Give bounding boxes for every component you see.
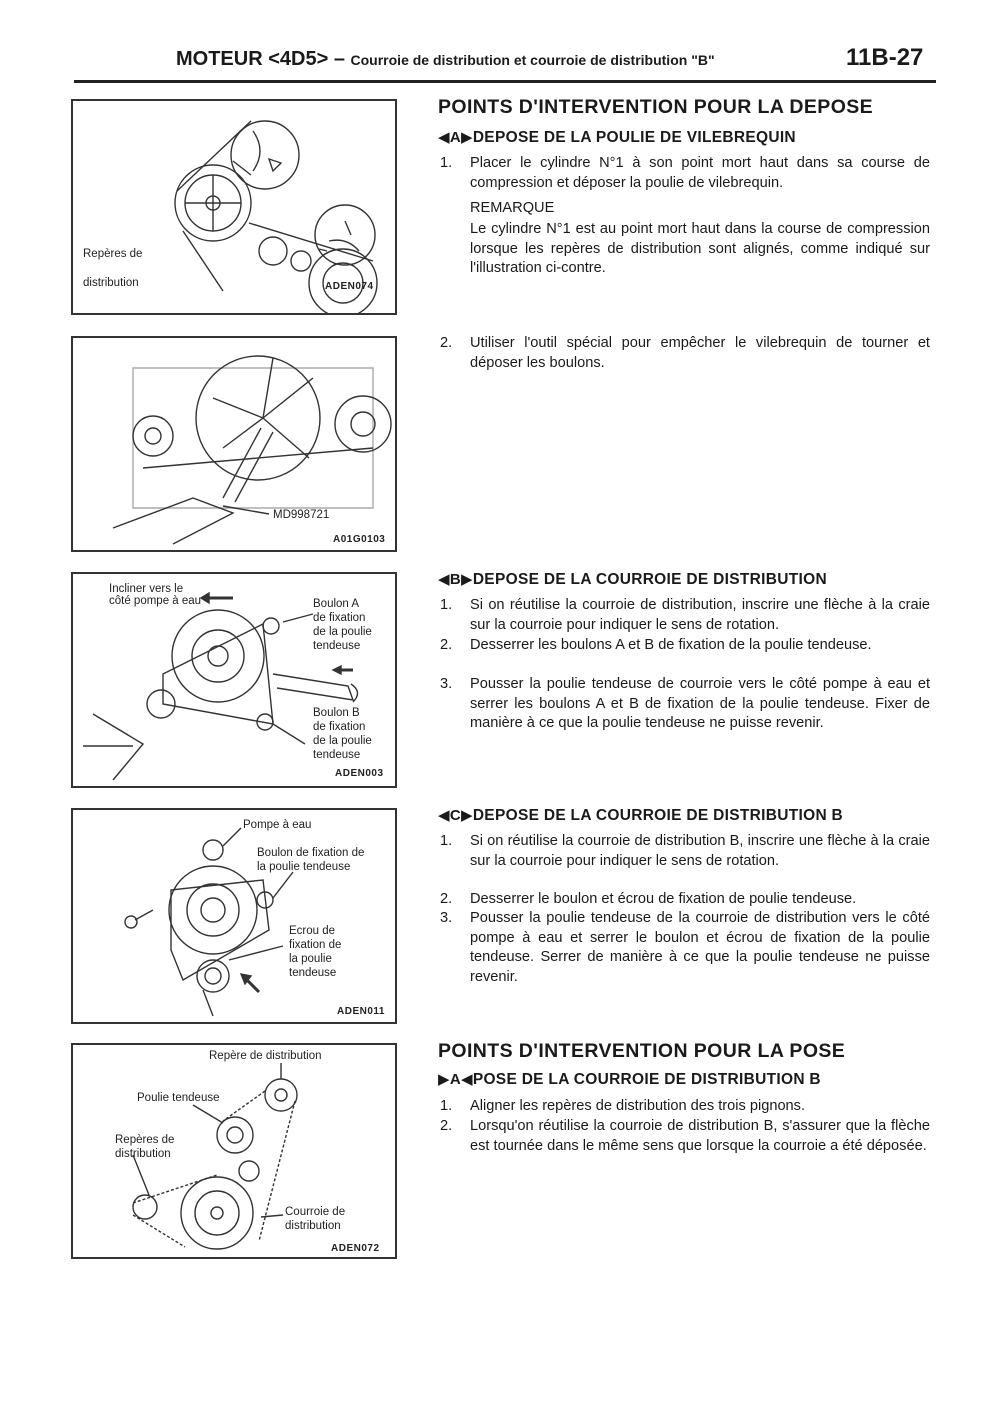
figure-label: Pompe à eau bbox=[243, 819, 312, 831]
figure-label: Courroie de bbox=[285, 1206, 346, 1218]
heading-b-text: DEPOSE DE LA COURROIE DE DISTRIBUTION bbox=[472, 571, 827, 588]
step-number: 2. bbox=[440, 637, 453, 653]
figure-label: tendeuse bbox=[313, 640, 361, 652]
figure-label: de fixation bbox=[313, 721, 366, 733]
figure-label: Repères de bbox=[83, 248, 143, 260]
note-text: Le cylindre N°1 est au point mort haut dans la course de compression lorsque les repères de distribution sont alignés, comme indiqué sur l'illustration ci-contre. bbox=[470, 221, 930, 277]
figure-label: fixation de bbox=[289, 939, 342, 951]
heading-b bbox=[438, 570, 827, 589]
step-number: 2. bbox=[440, 1118, 453, 1134]
step-number: 3. bbox=[440, 910, 453, 926]
step-number: 1. bbox=[440, 155, 453, 171]
figure-tensioner-bolts bbox=[71, 572, 397, 788]
figure-label: distribution bbox=[83, 277, 139, 289]
step-number: 2. bbox=[440, 891, 453, 907]
tag-b: ◀B▶ bbox=[438, 571, 473, 588]
step-text: Desserrer les boulons A et B de fixation de la poulie tendeuse. bbox=[470, 637, 872, 653]
step-text: Pousser la poulie tendeuse de la courroie de distribution vers le côté pompe à eau et serrer le boulon et écrou de fixation de la poulie tendeuse. Serrer de manière à ce que la poulie tendeuse ne puisse revenir. bbox=[470, 910, 930, 985]
step-text: Utiliser l'outil spécial pour empêcher le vilebrequin de tourner et déposer les boulons. bbox=[470, 335, 930, 371]
figure-code: ADEN072 bbox=[331, 1243, 380, 1254]
heading-c bbox=[438, 806, 843, 825]
figure-label: Boulon B bbox=[313, 707, 360, 719]
belt-b-tensioner-illustration bbox=[73, 810, 395, 1022]
header-section: MOTEUR <4D5> bbox=[176, 48, 329, 70]
tag-pose-a: ▶A◀ bbox=[438, 1071, 473, 1088]
header-dash: – bbox=[333, 48, 345, 70]
step-text: Lorsqu'on réutilise la courroie de distribution B, s'assurer que la flèche est tournée dans le même sens que lorsque la courroie a été déposée. bbox=[470, 1118, 930, 1154]
figure-label: Repère de distribution bbox=[209, 1050, 322, 1062]
figure-code: ADEN074 bbox=[325, 281, 374, 292]
figure-label: Repères de bbox=[115, 1134, 175, 1146]
step-number: 1. bbox=[440, 597, 453, 613]
figure-label: tendeuse bbox=[289, 967, 337, 979]
figure-label: distribution bbox=[285, 1220, 341, 1232]
figure-code: A01G0103 bbox=[333, 534, 386, 545]
step-number: 3. bbox=[440, 676, 453, 692]
section-title-pose: POINTS D'INTERVENTION POUR LA POSE bbox=[438, 1040, 846, 1062]
step-text: Placer le cylindre N°1 à son point mort haut dans sa course de compression et déposer la poulie de vilebrequin. bbox=[470, 155, 930, 191]
step-number: 1. bbox=[440, 1098, 453, 1114]
heading-a bbox=[438, 128, 796, 147]
page-number: 11B-27 bbox=[846, 44, 924, 71]
step-text: Aligner les repères de distribution des trois pignons. bbox=[470, 1098, 806, 1114]
step-text: Pousser la poulie tendeuse de courroie vers le côté pompe à eau et serrer les boulons A et B de fixation de la poulie tendeuse. Fixer de manière à ce que la poulie tendeuse ne puisse revenir. bbox=[470, 676, 930, 732]
figure-label: Ecrou de bbox=[289, 925, 336, 937]
figure-code: ADEN003 bbox=[335, 768, 384, 779]
page-header bbox=[176, 48, 715, 71]
figure-label: de fixation bbox=[313, 612, 366, 624]
figure-label: la poulie bbox=[289, 953, 332, 965]
figure-timing-marks bbox=[71, 99, 397, 315]
step-text: Si on réutilise la courroie de distribution, inscrire une flèche à la craie sur la courroie pour indiquer le sens de rotation. bbox=[470, 597, 930, 633]
tag-a: ◀A▶ bbox=[438, 129, 473, 146]
figure-code: ADEN011 bbox=[337, 1006, 385, 1017]
figure-label: Poulie tendeuse bbox=[137, 1092, 220, 1104]
figure-label: de la poulie bbox=[313, 735, 372, 747]
note-label: REMARQUE bbox=[470, 200, 555, 216]
header-subtitle: Courroie de distribution et courroie de distribution "B" bbox=[350, 52, 715, 68]
header-rule bbox=[74, 80, 936, 83]
heading-c-text: DEPOSE DE LA COURROIE DE DISTRIBUTION B bbox=[472, 807, 844, 824]
step-text: Desserrer le boulon et écrou de fixation de poulie tendeuse. bbox=[470, 891, 857, 907]
figure-belt-b-install bbox=[71, 1043, 397, 1259]
special-tool-illustration bbox=[73, 338, 395, 550]
figure-belt-b-tensioner bbox=[71, 808, 397, 1024]
heading-pose-a bbox=[438, 1070, 821, 1089]
heading-a-text: DEPOSE DE LA POULIE DE VILEBREQUIN bbox=[472, 129, 796, 146]
figure-label: de la poulie bbox=[313, 626, 372, 638]
figure-special-tool bbox=[71, 336, 397, 552]
step-text: Si on réutilise la courroie de distribution B, inscrire une flèche à la craie sur la courroie pour indiquer le sens de rotation. bbox=[470, 833, 930, 869]
figure-label: Incliner vers le bbox=[109, 583, 184, 595]
step-number: 1. bbox=[440, 833, 453, 849]
tool-label: MD998721 bbox=[273, 509, 330, 521]
figure-label: Boulon de fixation de bbox=[257, 847, 365, 859]
figure-label: tendeuse bbox=[313, 749, 361, 761]
figure-label: côté pompe à eau bbox=[109, 595, 202, 607]
section-title-depose: POINTS D'INTERVENTION POUR LA DEPOSE bbox=[438, 96, 874, 118]
heading-pose-a-text: POSE DE LA COURROIE DE DISTRIBUTION B bbox=[472, 1071, 821, 1088]
step-number: 2. bbox=[440, 335, 453, 351]
tag-c: ◀C▶ bbox=[438, 807, 473, 824]
figure-label: Boulon A bbox=[313, 598, 360, 610]
figure-label: la poulie tendeuse bbox=[257, 861, 351, 873]
figure-label: distribution bbox=[115, 1148, 171, 1160]
